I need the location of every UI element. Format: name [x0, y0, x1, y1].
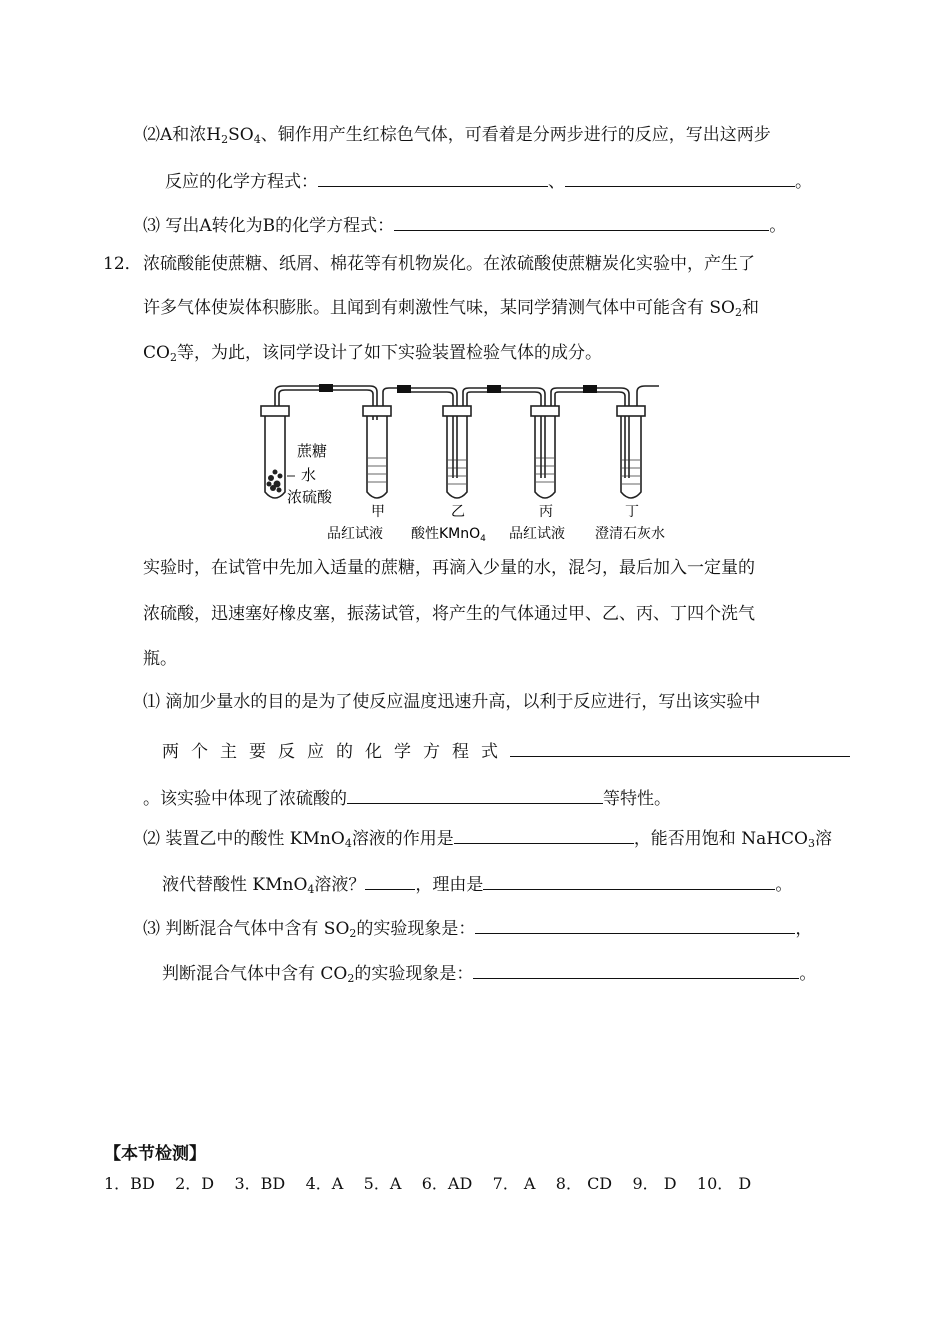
label-acid: 浓硫酸	[287, 488, 333, 506]
q11-part2-line2: 反应的化学方程式： 、 。	[165, 168, 812, 194]
q12-desc-line1: 实验时，在试管中先加入适量的蔗糖，再滴入少量的水，混匀，最后加入一定量的	[143, 558, 755, 578]
bottle-label-bing: 丙	[539, 504, 553, 520]
q12-part2-line2: 液代替酸性 KMnO$_4$溶液？ ，理由是 。	[162, 871, 792, 897]
q12-part2-line1: ⑵ 装置乙中的酸性 KMnO$_4$溶液的作用是 ，能否用饱和 NaHCO$_3$溶	[143, 825, 832, 851]
q12-desc-line2: 浓硫酸，迅速塞好橡皮塞，振荡试管，将产生的气体通过甲、乙、丙、丁四个洗气	[143, 604, 755, 624]
q12-number: 12．	[103, 254, 142, 274]
bottle-label-yi: 乙	[451, 504, 465, 520]
q12-part1-line1: ⑴ 滴加少量水的目的是为了使反应温度迅速升高，以利于反应进行，写出该实验中	[143, 692, 761, 712]
bottle-label-jia: 甲	[371, 504, 385, 520]
q12-part3-line2: 判断混合气体中含有 $CO_2$的实验现象是： 。	[162, 960, 816, 986]
answer-blank[interactable]	[475, 915, 795, 934]
section-check-title: 【本节检测】	[104, 1144, 206, 1164]
answer-blank[interactable]	[483, 871, 775, 890]
section-check-answers: 1．BD 2．D 3．BD 4．A 5．A 6．AD 7． A 8． CD 9． D 10． D	[104, 1174, 752, 1193]
q12-desc-line3: 瓶。	[143, 649, 177, 669]
reagent-label-4: 澄清石灰水	[595, 526, 665, 542]
q12-stem-line1: 浓硫酸能使蔗糖、纸屑、棉花等有机物炭化。在浓硫酸使蔗糖炭化实验中，产生了	[143, 254, 755, 274]
answer-blank[interactable]	[394, 212, 769, 231]
apparatus-figure	[255, 380, 695, 545]
q11-part2-line1: ⑵A和浓$H_2SO_4$、铜作用产生红棕色气体，可看着是分两步进行的反应，写出这两步	[143, 125, 771, 146]
bottle-label-ding: 丁	[625, 504, 639, 520]
answer-blank[interactable]	[347, 785, 603, 804]
answer-blank[interactable]	[510, 738, 850, 757]
q11-part3: ⑶ 写出A转化为B的化学方程式： 。	[143, 212, 786, 238]
q12-stem-line3: $CO_2$等，为此，该同学设计了如下实验装置检验气体的成分。	[143, 343, 602, 364]
answer-blank[interactable]	[473, 960, 799, 979]
answer-blank[interactable]	[318, 168, 548, 187]
answer-blank[interactable]	[365, 871, 415, 890]
q12-stem-line2: 许多气体使炭体积膨胀。且闻到有刺激性气味，某同学猜测气体中可能含有 $SO_2$和	[143, 298, 759, 319]
q12-part1-line3: 。该实验中体现了浓硫酸的 等特性。	[143, 785, 671, 811]
answer-blank[interactable]	[454, 825, 634, 844]
q12-part3-line1: ⑶ 判断混合气体中含有 $SO_2$的实验现象是： ，	[143, 915, 812, 941]
label-water: 水	[301, 466, 317, 484]
answer-blank[interactable]	[565, 168, 795, 187]
reagent-label-2: 酸性KMnO$_4$	[411, 526, 486, 544]
label-sugar: 蔗糖	[297, 442, 328, 460]
reagent-label-1: 品红试液	[327, 526, 383, 542]
reagent-label-3: 品红试液	[509, 526, 565, 542]
q12-part1-line2: 两个主要反应的化学方程式	[162, 738, 850, 764]
